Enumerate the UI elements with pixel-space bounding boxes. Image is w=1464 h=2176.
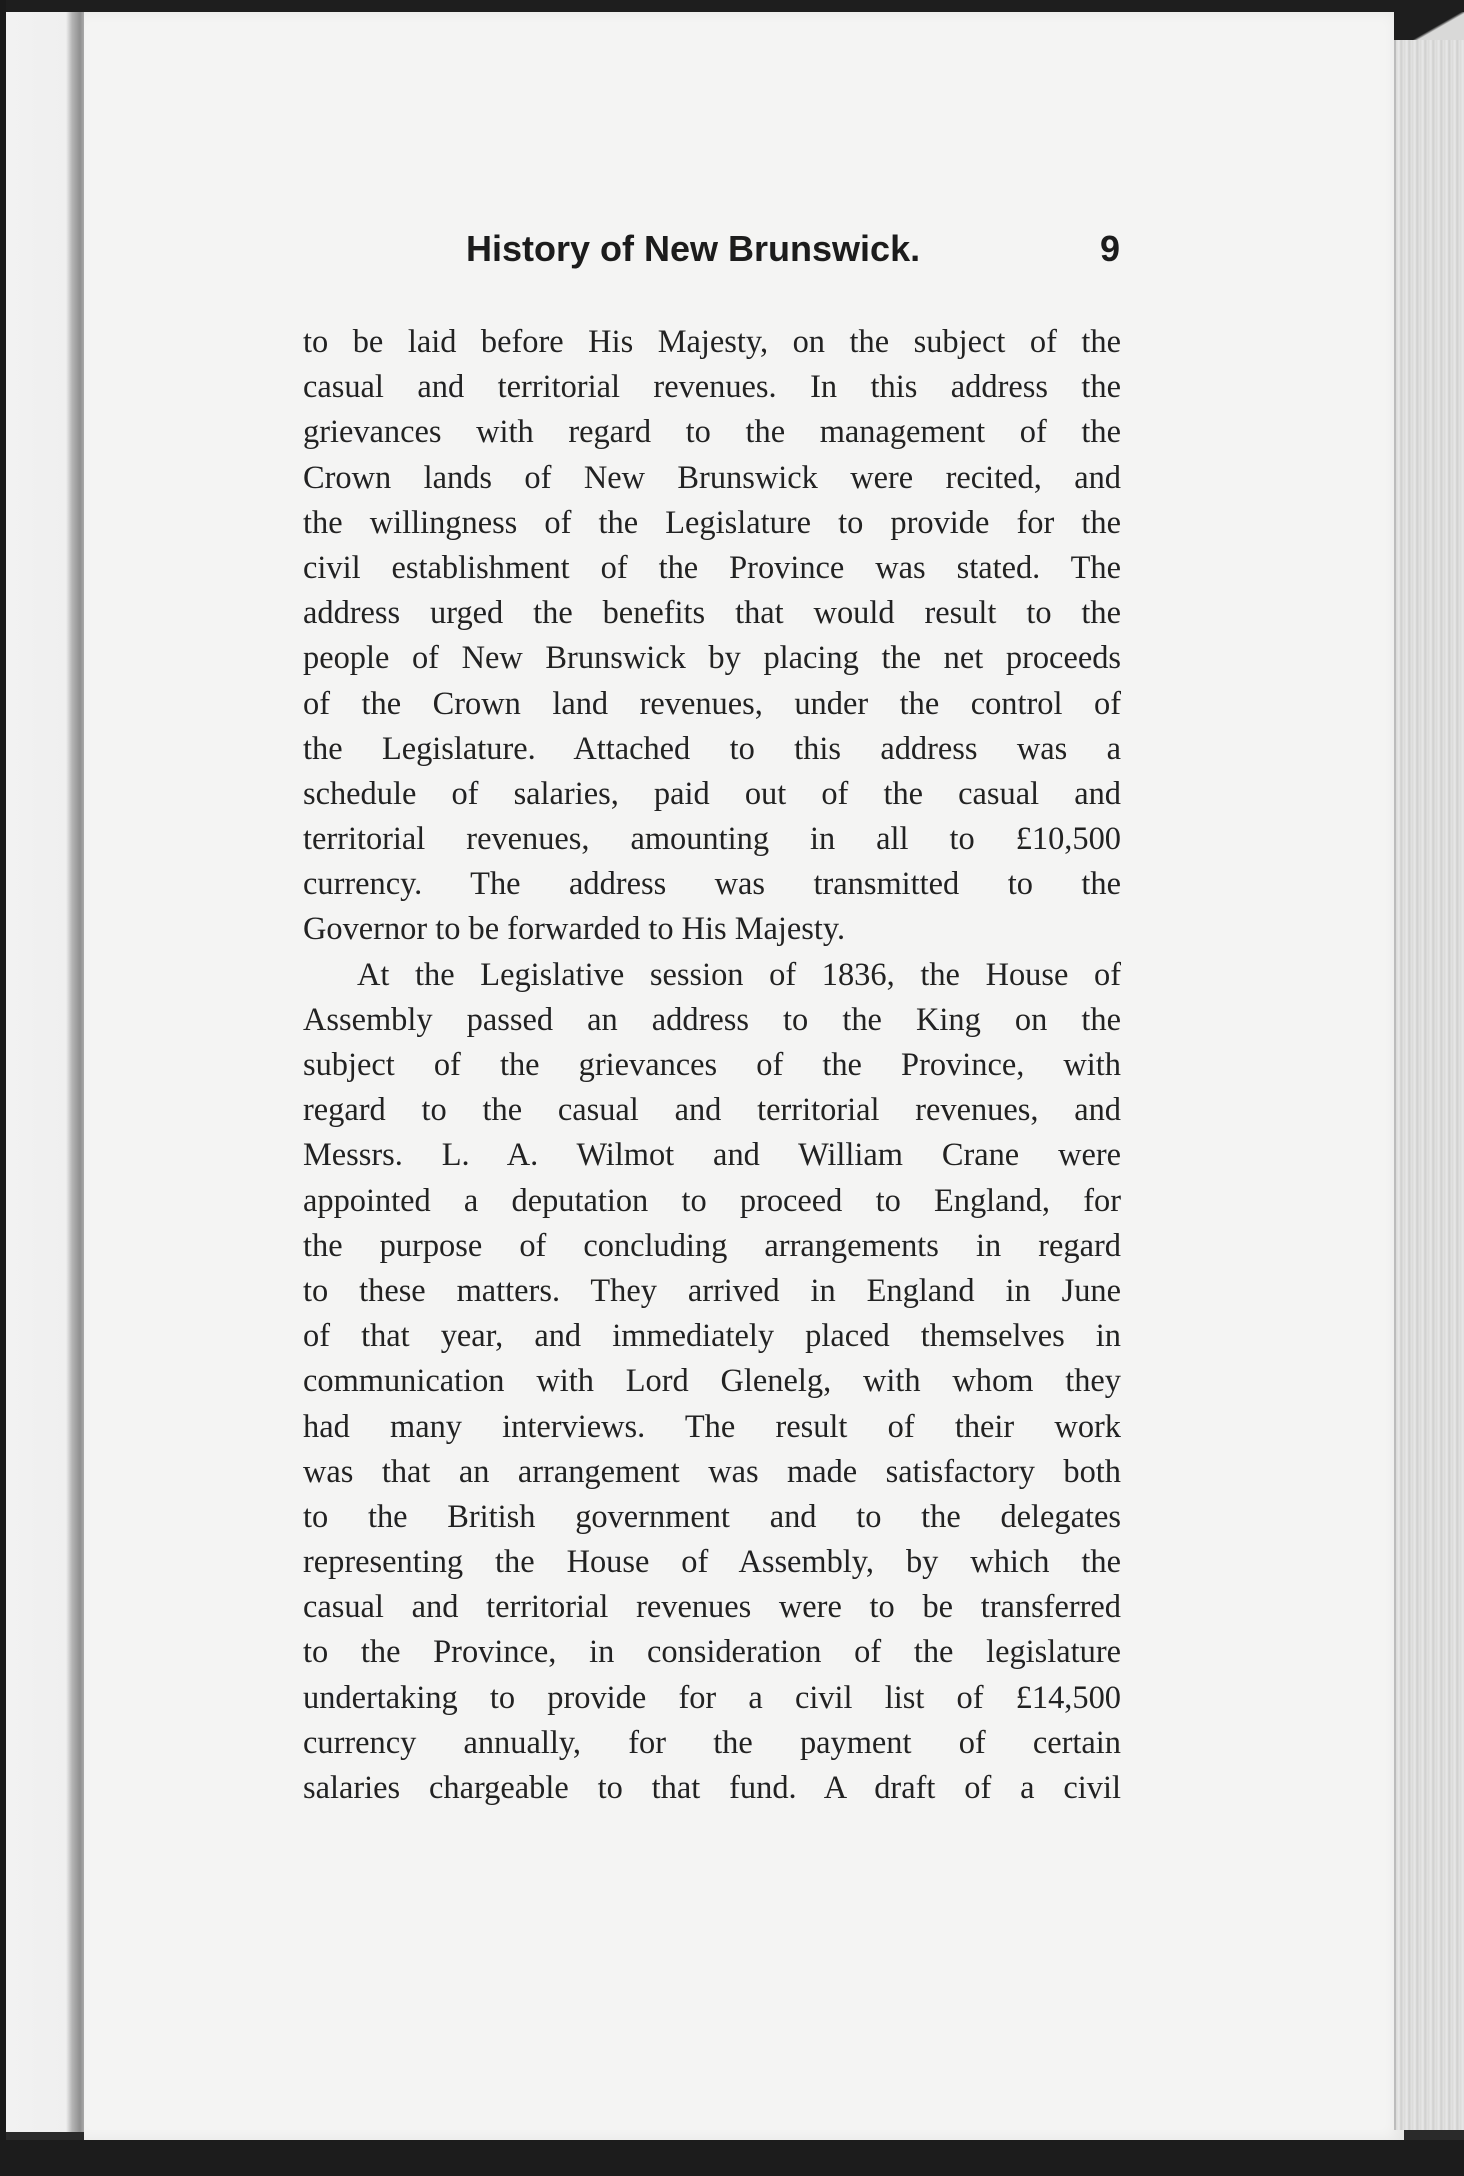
text-line: the willingness of the Legislature to provide for the	[303, 504, 1121, 541]
text-line: representing the House of Assembly, by which the	[303, 1544, 1121, 1581]
text-line: currency. The address was transmitted to the	[303, 866, 1121, 903]
text-line: schedule of salaries, paid out of the casual and	[303, 775, 1121, 812]
text-line: address urged the benefits that would result to the	[303, 595, 1121, 632]
paragraph-1	[303, 320, 1121, 953]
scan-bottom-border	[0, 2140, 1464, 2176]
text-line: was that an arrangement was made satisfactory both	[303, 1453, 1121, 1490]
text-line: of that year, and immediately placed themselves in	[303, 1318, 1121, 1355]
text-line: people of New Brunswick by placing the net proceeds	[303, 640, 1121, 677]
text-line: had many interviews. The result of their work	[303, 1408, 1121, 1445]
text-line: appointed a deputation to proceed to England, for	[303, 1182, 1121, 1219]
paragraph-2	[303, 953, 1121, 1812]
page-number: 9	[1099, 228, 1120, 269]
text-line: the purpose of concluding arrangements in regard	[303, 1227, 1121, 1264]
text-line: civil establishment of the Province was stated. The	[303, 549, 1121, 586]
text-line: undertaking to provide for a civil list of £14,500	[303, 1679, 1121, 1716]
text-line: of the Crown land revenues, under the control of	[303, 685, 1121, 722]
text-line: At the Legislative session of 1836, the House of	[357, 956, 1121, 993]
page-stack-edge	[1394, 40, 1464, 2130]
book-gutter	[6, 12, 84, 2132]
text-line: to these matters. They arrived in England in June	[303, 1272, 1121, 1309]
text-line: Messrs. L. A. Wilmot and William Crane were	[303, 1137, 1121, 1174]
text-line: to the Province, in consideration of the legislature	[303, 1634, 1121, 1671]
text-line: to be laid before His Majesty, on the subject of the	[303, 324, 1121, 360]
text-line: subject of the grievances of the Province, with	[303, 1047, 1121, 1083]
text-line: territorial revenues, amounting in all to £10,500	[303, 821, 1121, 858]
text-line: currency annually, for the payment of certain	[303, 1724, 1121, 1761]
text-line: casual and territorial revenues. In this address the	[303, 369, 1121, 406]
text-line: grievances with regard to the management of the	[303, 414, 1121, 451]
text-line: Crown lands of New Brunswick were recited, and	[303, 459, 1121, 496]
body-text	[303, 320, 1121, 1811]
text-line: to the British government and to the delegates	[303, 1498, 1121, 1535]
text-line: regard to the casual and territorial revenues, and	[303, 1092, 1121, 1129]
text-line: Assembly passed an address to the King on the	[303, 1001, 1121, 1038]
text-line: casual and territorial revenues were to be transferred	[303, 1589, 1121, 1626]
text-line: communication with Lord Glenelg, with whom they	[303, 1363, 1121, 1400]
running-head	[300, 228, 1130, 288]
text-line: the Legislature. Attached to this address was a	[303, 730, 1121, 767]
running-head-title: History of New Brunswick.	[466, 228, 921, 269]
text-line: Governor to be forwarded to His Majesty.	[303, 911, 846, 948]
text-line: salaries chargeable to that fund. A draft of a civil	[303, 1770, 1121, 1806]
